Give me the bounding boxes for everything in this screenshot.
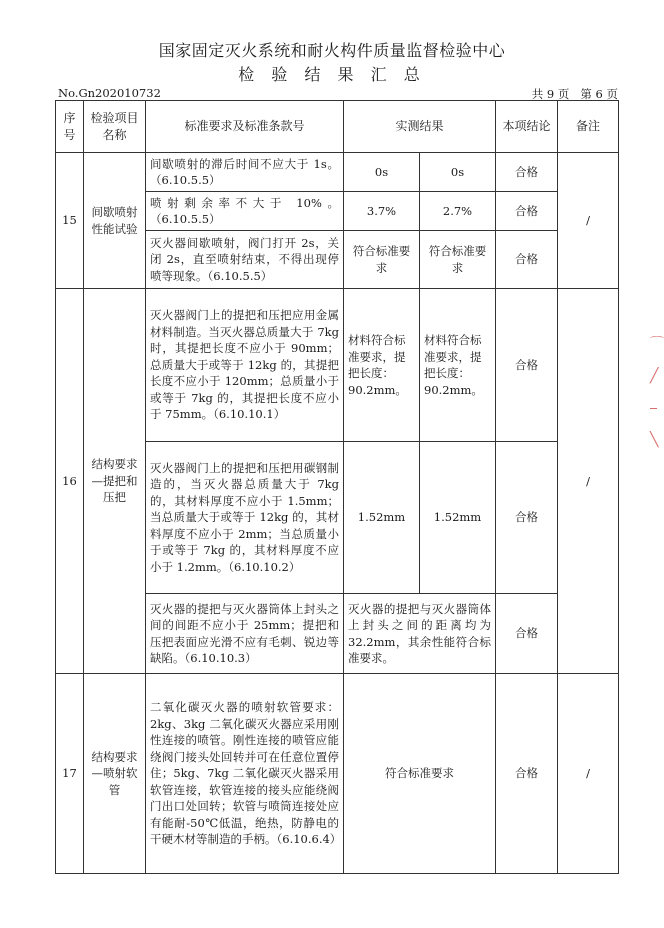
row-seq: 17 (56, 674, 84, 874)
row-standard: 灭火器的提把与灭火器筒体上封头之间的间距不应小于 25mm；提把和压把表面应光滑不应有毛刺、锐边等缺陷。（6.10.10.3） (146, 594, 344, 674)
table-row (56, 674, 619, 874)
row-conclusion: 合格 (496, 192, 558, 231)
row-result-1: 1.52mm (344, 442, 420, 594)
header-item: 检验项目名称 (84, 101, 146, 153)
header-seq: 序号 (56, 101, 84, 153)
row-standard: 二氧化碳灭火器的喷射软管要求：2kg、3kg 二氧化碳灭火器应采用刚性连接的喷管。刚性连接的喷管应能绕阀门接头处回转并可在任意位置停住；5kg、7kg 二氧化碳灭火器采用软管连接，软管连接的接头应能绕阀门出口处回转；软管与喷筒连接处应有能耐-50℃低温，绝热，防静电的干硬木材等制造的手柄。（6.10.6.4） (146, 674, 344, 874)
row-result-1: 0s (344, 153, 420, 192)
row-remark: / (558, 674, 619, 874)
row-seq: 16 (56, 289, 84, 674)
row-result-2: 材料符合标准要求，提把长度：90.2mm。 (420, 289, 496, 442)
row-result-1: 3.7% (344, 192, 420, 231)
header-remark: 备注 (558, 101, 619, 153)
row-conclusion: 合格 (496, 442, 558, 594)
row-result-2: 符合标准要求 (420, 231, 496, 289)
header-standard: 标准要求及标准条款号 (146, 101, 344, 153)
row-result-merged: 符合标准要求 (344, 674, 496, 874)
row-item: 结构要求—喷射软管 (84, 674, 146, 874)
row-standard: 喷射剩余率不大于 10%。（6.10.5.5） (146, 192, 344, 231)
row-result-1: 符合标准要求 (344, 231, 420, 289)
row-result-2: 0s (420, 153, 496, 192)
row-remark: / (558, 289, 619, 674)
row-standard: 灭火器间歇喷射，阀门打开 2s，关闭 2s，直至喷射结束，不得出现停喷等现象。（6.10.5.5） (146, 231, 344, 289)
header-result: 实测结果 (344, 101, 496, 153)
header-conclusion: 本项结论 (496, 101, 558, 153)
table-header-row (56, 101, 619, 153)
row-standard: 灭火器阀门上的提把和压把用碳钢制造的，当灭火器总质量大于 7kg 的，其材料厚度不应小于 1.5mm；当总质量大于或等于 12kg 的，其材料厚度不应小于 2mm；当总质量小于或等于 7kg 的，其材料厚度不应小于 1.2mm。（6.10.10.2） (146, 442, 344, 594)
seal-stamp-fragment: ⌒ ╱ ⎯ ╲ (650, 336, 664, 448)
report-number: No.Gn202010732 (58, 86, 161, 100)
results-table (55, 100, 619, 874)
row-conclusion: 合格 (496, 231, 558, 289)
row-conclusion: 合格 (496, 674, 558, 874)
row-result-merged: 灭火器的提把与灭火器筒体上封头之间的距离均为 32.2mm，其余性能符合标准要求。 (344, 594, 496, 674)
row-seq: 15 (56, 153, 84, 289)
page-info: 共 9 页 第 6 页 (531, 87, 618, 101)
document-subtitle: 检 验 结 果 汇 总 (238, 65, 426, 84)
row-item: 结构要求—提把和压把 (84, 289, 146, 674)
row-standard: 灭火器阀门上的提把和压把应用金属材料制造。当灭火器总质量大于 7kg 时，其提把长度不应小于 90mm；总质量大于或等于 12kg 的，其提把长度不应小于 120mm；总质量小于或等于 7kg 的，其提把长度不应小于 75mm。（6.10.10.1） (146, 289, 344, 442)
row-conclusion: 合格 (496, 594, 558, 674)
table-row (56, 289, 619, 442)
row-result-2: 2.7% (420, 192, 496, 231)
table-row (56, 153, 619, 192)
document-title: 国家固定灭火系统和耐火构件质量监督检验中心 (158, 41, 506, 60)
row-remark: / (558, 153, 619, 289)
row-result-1: 材料符合标准要求，提把长度：90.2mm。 (344, 289, 420, 442)
row-item: 间歇喷射性能试验 (84, 153, 146, 289)
row-result-2: 1.52mm (420, 442, 496, 594)
row-conclusion: 合格 (496, 289, 558, 442)
row-standard: 间歇喷射的滞后时间不应大于 1s。（6.10.5.5） (146, 153, 344, 192)
row-conclusion: 合格 (496, 153, 558, 192)
